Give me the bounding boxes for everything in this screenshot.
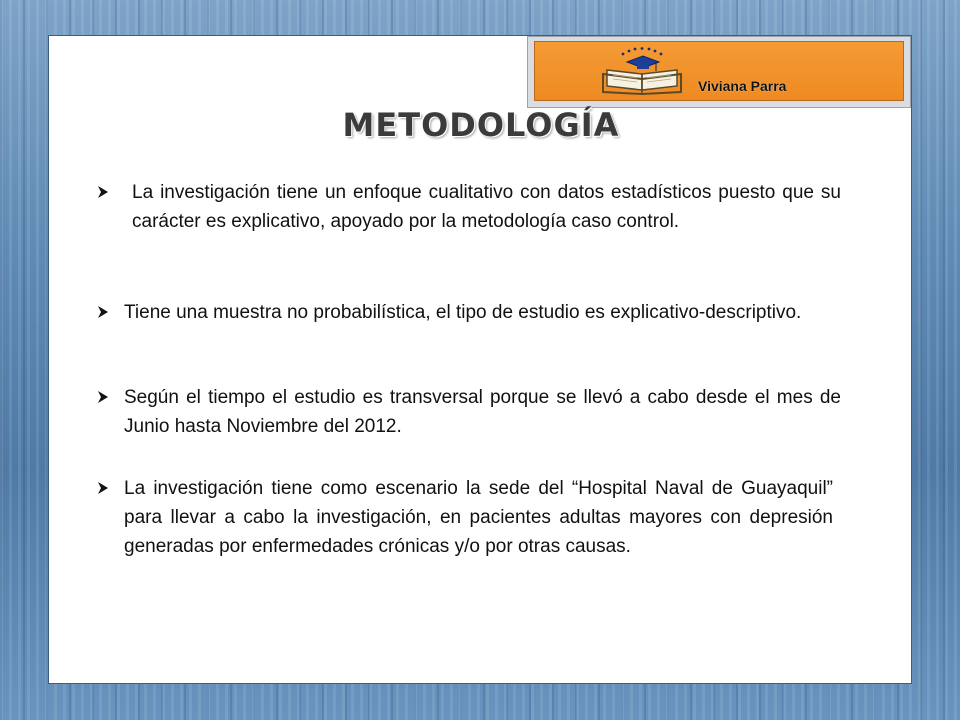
list-item: [97, 474, 833, 561]
arrow-bullet-icon: [97, 185, 109, 199]
logo-banner: [527, 36, 911, 108]
arrow-bullet-icon: [97, 481, 109, 495]
arrow-bullet-icon: [97, 305, 109, 319]
author-name: Viviana Parra: [698, 78, 787, 94]
slide: [48, 35, 912, 684]
bullet-text: La investigación tiene un enfoque cualitativo con datos estadísticos puesto que su carácter es explicativo, apoyado por la metodología caso control.: [132, 182, 841, 232]
bullet-text: Tiene una muestra no probabilística, el tipo de estudio es explicativo-descriptivo.: [124, 302, 802, 323]
list-item: [97, 178, 841, 236]
arrow-bullet-icon: [97, 390, 109, 404]
book-mortarboard-logo-icon: [593, 44, 691, 96]
bullet-text: La investigación tiene como escenario la sede del “Hospital Naval de Guayaquil” para llevar a cabo la investigación, en pacientes adultas mayores con depresión generadas por enfermedades crónicas y/o por otras causas.: [124, 478, 833, 557]
list-item: [97, 298, 841, 327]
list-item: [97, 383, 841, 441]
bullet-text: Según el tiempo el estudio es transversal porque se llevó a cabo desde el mes de Junio hasta Noviembre del 2012.: [124, 387, 841, 437]
slide-title: METODOLOGÍA: [342, 106, 620, 144]
logo-panel: [534, 41, 904, 101]
